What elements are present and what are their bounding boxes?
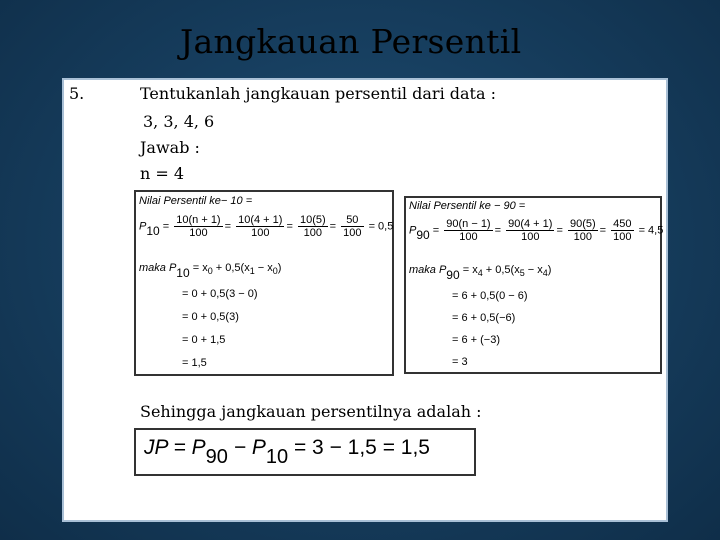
p90-step-3: = 6 + (−3)	[452, 334, 501, 346]
p10-step-2: = 0 + 0,5(3)	[182, 311, 239, 323]
final-sub-90: 90	[205, 446, 228, 468]
p10-step-3: = 0 + 1,5	[182, 334, 226, 346]
final-minus: − P	[227, 436, 266, 459]
p10-maka: maka $P10 = x_0 + 0,5(x_1 - x_0)$	[139, 262, 282, 280]
p90-result: = 4,5	[638, 224, 664, 237]
p90-frac-1: $\frac{90(n - 1)}{100}$	[446, 218, 491, 243]
p90-symbol: P	[409, 224, 417, 237]
item-number: 5.	[69, 84, 85, 103]
final-answer-box	[134, 428, 476, 476]
p10-frac-1: $\frac{10(n + 1)}{100}$	[176, 214, 221, 239]
p90-frac-3: $\frac{90(5)}{100}$	[569, 218, 596, 243]
final-sub-10: 10	[265, 446, 289, 468]
p10-box	[134, 190, 394, 376]
p90-formula: P90 = $\frac{90(n - 1)}{100}$ = $\frac{90(4 + 1)}{100}$ = $\frac{90(5)}{100}$ = $\frac{450}{100}$ = 4,5	[409, 218, 664, 243]
final-result: = 3 − 1,5 = 1,5	[288, 436, 430, 459]
question-text: Tentukanlah jangkauan persentil dari data :	[140, 84, 496, 103]
n-line: n = 4	[140, 164, 185, 183]
content-panel	[62, 78, 668, 522]
p10-step-4: = 1,5	[182, 357, 207, 369]
p90-step-2: = 6 + 0,5(−6)	[452, 312, 516, 324]
p10-frac-4: $\frac{50}{100}$	[343, 214, 362, 239]
page-title: Jangkauan Persentil	[180, 22, 522, 61]
p10-frac-3: $\frac{10(5)}{100}$	[299, 214, 326, 239]
final-jp: JP = P	[144, 436, 206, 459]
p90-box	[404, 196, 662, 374]
p90-subscript: 90	[416, 228, 430, 243]
conclusion-text: Sehingga jangkauan persentilnya adalah :	[140, 402, 482, 421]
p10-frac-2: $\frac{10(4 + 1)}{100}$	[238, 214, 283, 239]
p10-step-1: = 0 + 0,5(3 − 0)	[182, 288, 258, 300]
p90-maka: maka $P90 = x_4 + 0,5(x_5 - x_4)$	[409, 264, 552, 282]
p90-step-4: = 3	[452, 356, 468, 368]
p90-header: Nilai Persentil ke − 90 =	[409, 200, 526, 212]
data-values: 3, 3, 4, 6	[143, 112, 215, 131]
p10-symbol: P	[139, 220, 147, 233]
p10-subscript: 10	[146, 224, 160, 239]
p10-header: Nilai Persentil ke− 10 =	[139, 195, 253, 207]
p90-step-1: = 6 + 0,5(0 − 6)	[452, 290, 528, 302]
p10-result: = 0,5	[368, 220, 394, 233]
p90-eq: =	[432, 224, 440, 237]
p90-frac-4: $\frac{450}{100}$	[613, 218, 632, 243]
p10-eq: =	[162, 220, 170, 233]
answer-label: Jawab :	[140, 138, 200, 157]
p90-frac-2: $\frac{90(4 + 1)}{100}$	[508, 218, 553, 243]
p10-formula: P10 = $\frac{10(n + 1)}{100}$ = $\frac{10(4 + 1)}{100}$ = $\frac{10(5)}{100}$ = $\frac{50}{100}$ = 0,5	[139, 214, 394, 239]
